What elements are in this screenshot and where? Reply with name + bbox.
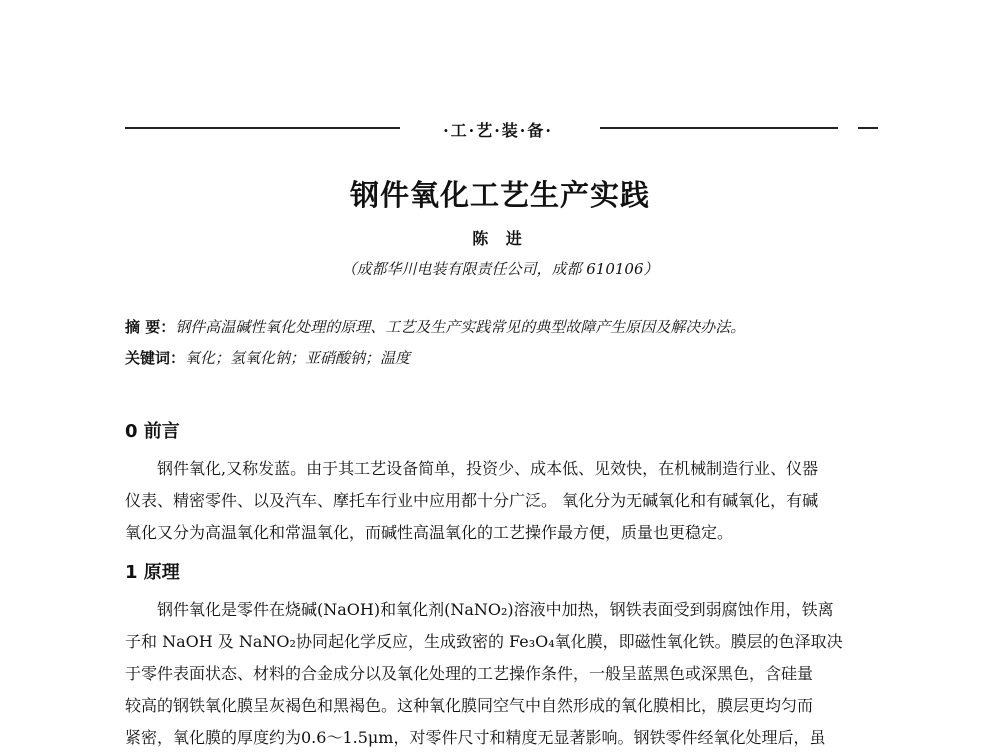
paragraph-line: 钢件氧化,又称发蓝。由于其工艺设备简单，投资少、成本低、见效快，在机械制造行业、仪器: [157, 459, 819, 478]
paragraph-preface: [125, 453, 885, 549]
header-rule-left: [125, 127, 400, 129]
keywords-label: 关键词：: [125, 349, 186, 367]
keywords-text: 氧化；氢氧化钠；亚硝酸钠；温度: [185, 349, 411, 367]
paragraph-line: 于零件表面状态、材料的合金成分以及氧化处理的工艺操作条件，一般呈蓝黑色或深黑色，含硅量: [125, 664, 814, 683]
author-affiliation: （成都华川电装有限责任公司，成都 610106）: [341, 260, 659, 278]
paragraph-line: 子和 NaOH 及 NaNO₂协同起化学反应，生成致密的 Fe₃O₄氧化膜，即磁性氧化铁。膜层的色泽取决: [125, 632, 843, 651]
section-heading-preface: 0 前言: [125, 421, 180, 442]
paragraph-line: 紧密，氧化膜的厚度约为0.6～1.5μm，对零件尺寸和精度无显著影响。钢铁零件经氧化处理后，虽: [125, 728, 826, 747]
paragraph-line: 较高的钢铁氧化膜呈灰褐色和黑褐色。这种氧化膜同空气中自然形成的氧化膜相比，膜层更均匀而: [125, 696, 814, 715]
header-rule-right: [600, 127, 838, 129]
section-title: ·工·艺·装·备·: [443, 121, 553, 140]
paragraph-principle: [125, 594, 885, 754]
section-heading-principle: 1 原理: [125, 562, 180, 583]
abstract: [125, 316, 745, 337]
paragraph-line: 仪表、精密零件、以及汽车、摩托车行业中应用都十分广泛。 氧化分为无碱氧化和有碱氧化，有碱: [125, 491, 819, 510]
abstract-text: 钢件高温碱性氧化处理的原理、工艺及生产实践常见的典型故障产生原因及解决办法。: [175, 318, 746, 336]
author-name: 陈 进: [472, 229, 528, 248]
keywords: [125, 347, 410, 368]
abstract-label: 摘 要：: [125, 318, 176, 336]
paper-title: 钢件氧化工艺生产实践: [349, 178, 650, 212]
header-rule-right-end: [858, 127, 878, 129]
paragraph-line: 钢件氧化是零件在烧碱(NaOH)和氧化剂(NaNO₂)溶液中加热，钢铁表面受到弱腐蚀作用，铁离: [157, 600, 834, 619]
paragraph-line: 氧化又分为高温氧化和常温氧化，而碱性高温氧化的工艺操作最方便，质量也更稳定。: [125, 523, 734, 542]
journal-section-header: [0, 118, 1000, 138]
